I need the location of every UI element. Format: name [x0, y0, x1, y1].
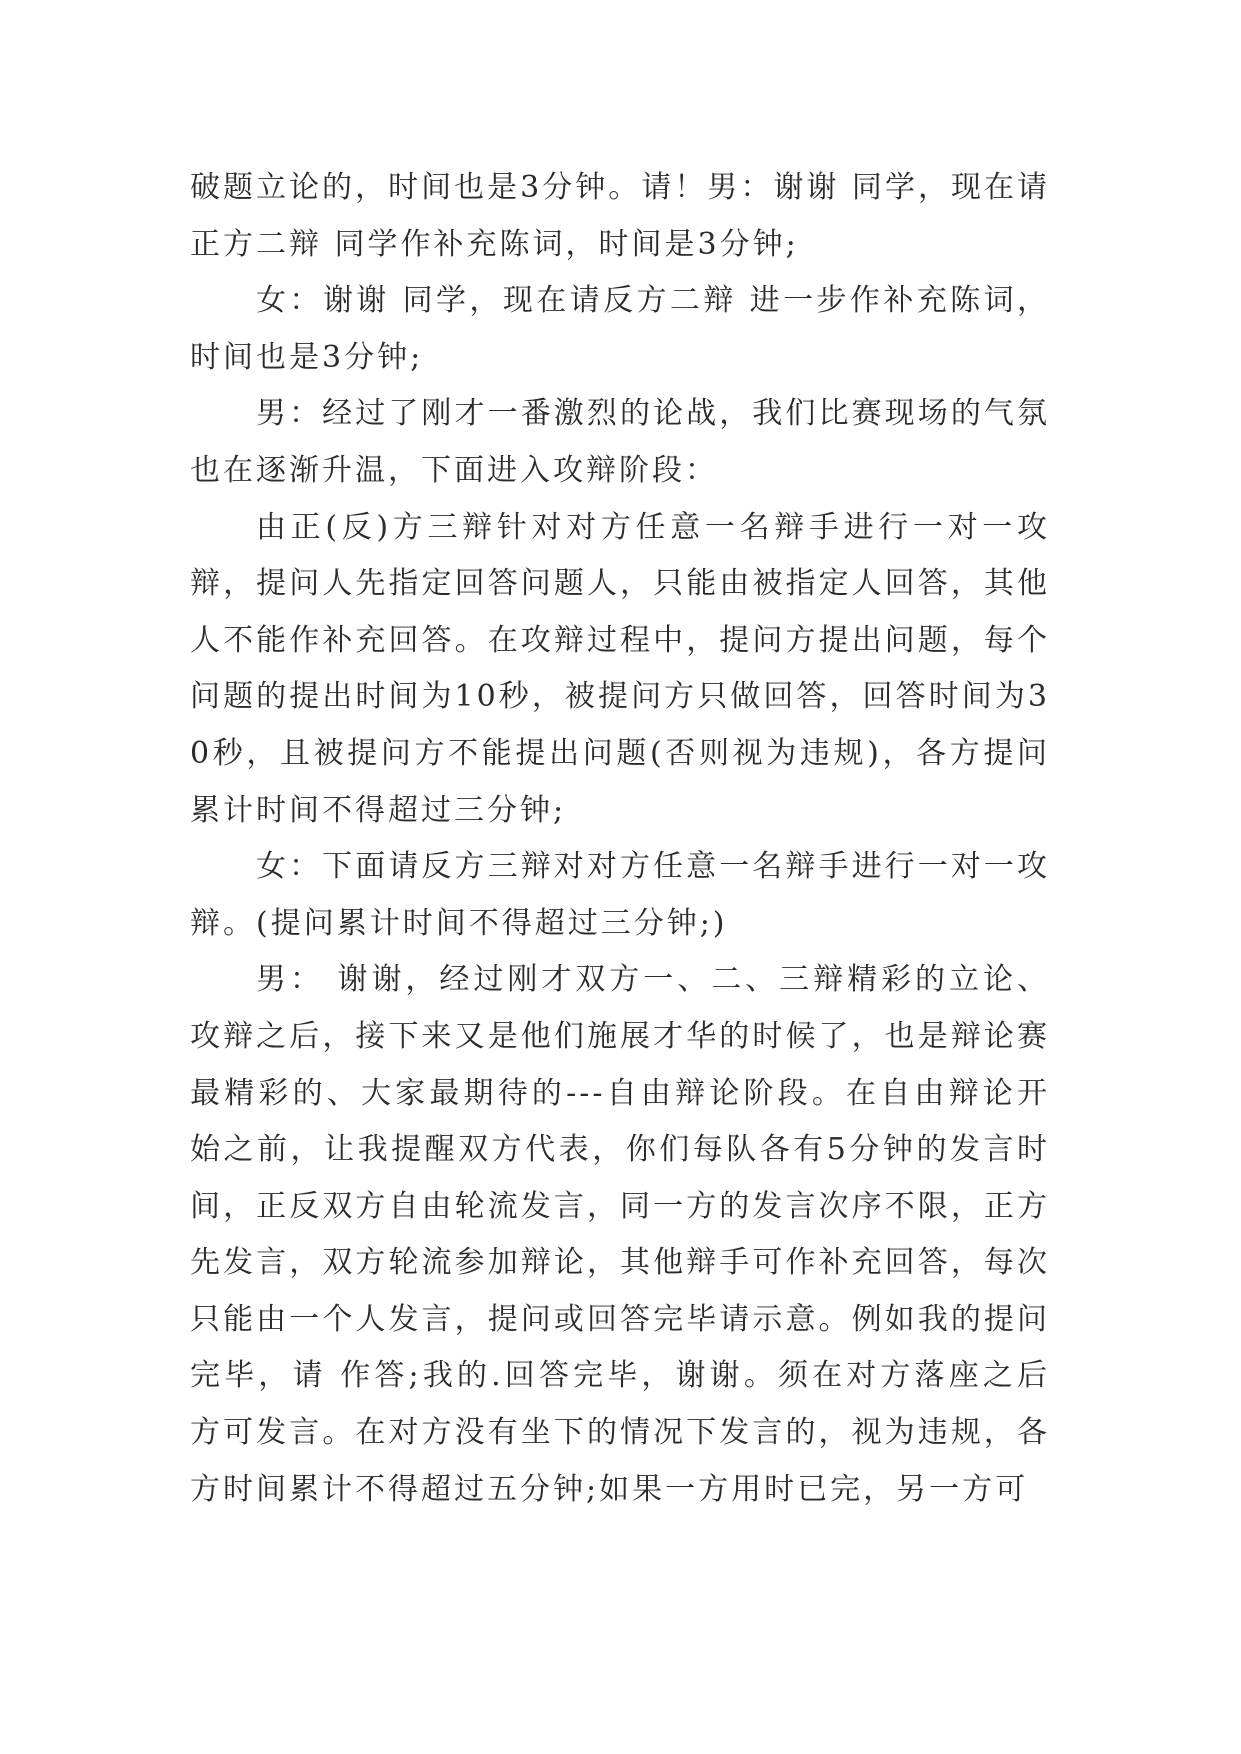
paragraph-6: 男： 谢谢，经过刚才双方一、二、三辩精彩的立论、攻辩之后，接下来又是他们施展才华的时候了，也是辩论赛最精彩的、大家最期待的---自由辩论阶段。在自由辩论开始之前，让我提醒双方代表，你们每队各有5分钟的发言时间，正反双方自由轮流发言，同一方的发言次序不限，正方先发言，双方轮流参加辩论，其他辩手可作补充回答，每次只能由一个人发言，提问或回答完毕请示意。例如我的提问完毕，请 作答;我的.回答完毕，谢谢。须在对方落座之后方可发言。在对方没有坐下的情况下发言的，视为违规，各方时间累计不得超过五分钟;如果一方用时已完，另一方可: [190, 962, 1050, 1507]
paragraph-4: 由正(反)方三辩针对对方任意一名辩手进行一对一攻辩，提问人先指定回答问题人，只能由被指定人回答，其他人不能作补充回答。在攻辩过程中，提问方提出问题，每个问题的提出时间为10秒，被提问方只做回答，回答时间为30秒，且被提问方不能提出问题(否则视为违规)，各方提问累计时间不得超过三分钟;: [190, 509, 1050, 828]
paragraph-5: 女：下面请反方三辩对对方任意一名辩手进行一对一攻辩。(提问累计时间不得超过三分钟;): [190, 849, 1050, 941]
paragraph-2: 女：谢谢 同学，现在请反方二辩 进一步作补充陈词，时间也是3分钟;: [190, 283, 1050, 375]
paragraph-1: 破题立论的，时间也是3分钟。请！男：谢谢 同学，现在请正方二辩 同学作补充陈词，时间是3分钟;: [190, 170, 1050, 262]
paragraph-3: 男：经过了刚才一番激烈的论战，我们比赛现场的气氛也在逐渐升温，下面进入攻辩阶段：: [190, 396, 1050, 488]
document-body: [190, 160, 1050, 1518]
